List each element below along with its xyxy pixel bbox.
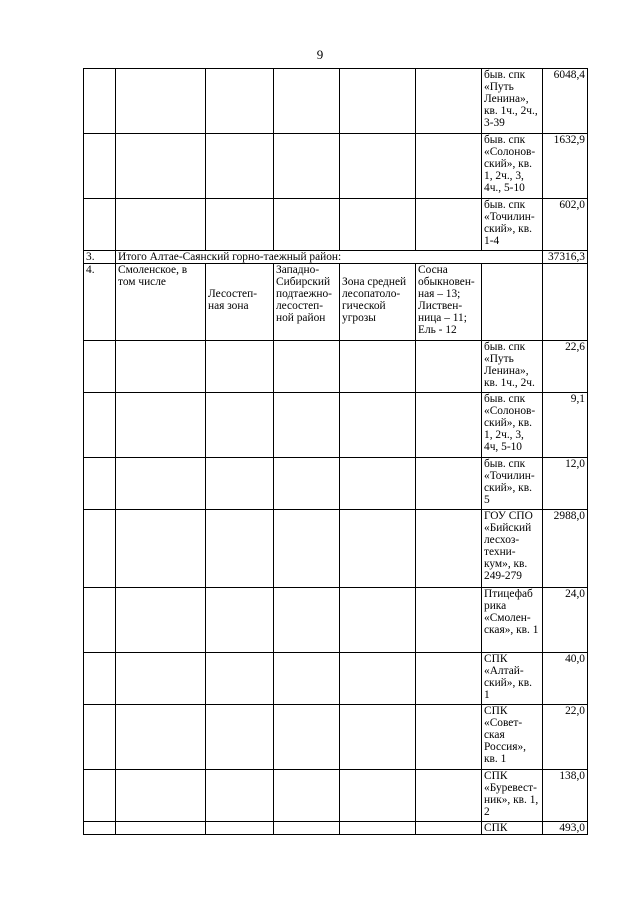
cell-area (543, 264, 588, 341)
cell-species (416, 69, 482, 134)
cell-area: 40,0 (543, 653, 588, 705)
threat-text: Зона средней лесопатоло-гической угрозы (342, 276, 407, 324)
cell-name: Смоленское, в том числе (116, 264, 206, 341)
cell-subzone (206, 653, 274, 705)
cell-area: 37316,3 (543, 251, 588, 264)
table-row (84, 510, 588, 588)
cell-area: 12,0 (543, 458, 588, 510)
cell-species (416, 588, 482, 653)
cell-num (84, 653, 116, 705)
cell-region (274, 458, 340, 510)
table-row (84, 770, 588, 822)
cell-area: 138,0 (543, 770, 588, 822)
table-row (84, 458, 588, 510)
table-row (84, 705, 588, 770)
cell-area: 602,0 (543, 199, 588, 251)
cell-name (116, 653, 206, 705)
district-header-row (84, 264, 588, 341)
cell-num: 4. (84, 264, 116, 341)
cell-num (84, 822, 116, 835)
cell-name (116, 199, 206, 251)
cell-subzone (206, 705, 274, 770)
table-row (84, 653, 588, 705)
cell-subzone (206, 458, 274, 510)
cell-owner (482, 264, 543, 341)
cell-num (84, 770, 116, 822)
total-row (84, 251, 588, 264)
cell-subzone (206, 588, 274, 653)
cell-threat (340, 705, 416, 770)
cell-owner: быв. спк «Точилин-ский», кв. 1-4 (482, 199, 543, 251)
subzone-text: Лесостеп-ная зона (208, 288, 258, 312)
cell-num (84, 588, 116, 653)
total-label: Итого Алтае-Саянский горно-таежный район: (116, 251, 543, 264)
cell-threat (340, 134, 416, 199)
cell-threat (340, 69, 416, 134)
cell-region (274, 588, 340, 653)
table-row (84, 393, 588, 458)
cell-owner: быв. спк «Путь Ленина», кв. 1ч., 2ч., 3-39 (482, 69, 543, 134)
cell-region (274, 69, 340, 134)
cell-region (274, 341, 340, 393)
cell-area: 6048,4 (543, 69, 588, 134)
cell-owner: СПК «Алтай-ский», кв. 1 (482, 653, 543, 705)
cell-name (116, 510, 206, 588)
cell-region (274, 393, 340, 458)
cell-area: 493,0 (543, 822, 588, 835)
cell-owner: СПК (482, 822, 543, 835)
cell-num: 3. (84, 251, 116, 264)
cell-species: Сосна обыкновен-ная – 13; Листвен-ница – 11; Ель - 12 (416, 264, 482, 341)
cell-region (274, 653, 340, 705)
cell-region (274, 822, 340, 835)
table-row (84, 69, 588, 134)
cell-region (274, 199, 340, 251)
cell-subzone (206, 770, 274, 822)
cell-threat (340, 458, 416, 510)
cell-name (116, 69, 206, 134)
cell-region (274, 705, 340, 770)
cell-threat (340, 264, 416, 341)
cell-subzone (206, 199, 274, 251)
cell-threat (340, 341, 416, 393)
cell-subzone (206, 510, 274, 588)
cell-species (416, 653, 482, 705)
page-number: 9 (316, 47, 324, 62)
cell-subzone (206, 134, 274, 199)
cell-species (416, 705, 482, 770)
cell-area: 22,6 (543, 341, 588, 393)
cell-threat (340, 510, 416, 588)
cell-owner: быв. спк «Точилин-ский», кв. 5 (482, 458, 543, 510)
cell-name (116, 458, 206, 510)
cell-region (274, 134, 340, 199)
table-row (84, 134, 588, 199)
cell-num (84, 134, 116, 199)
cell-threat (340, 822, 416, 835)
cell-subzone (206, 341, 274, 393)
cell-name (116, 393, 206, 458)
table-row (84, 341, 588, 393)
cell-num (84, 510, 116, 588)
cell-area: 1632,9 (543, 134, 588, 199)
forest-zones-table (83, 68, 588, 835)
cell-num (84, 458, 116, 510)
cell-species (416, 458, 482, 510)
cell-name (116, 705, 206, 770)
cell-owner: быв. спк «Солонов-ский», кв. 1, 2ч., 3, 4ч., 5-10 (482, 134, 543, 199)
cell-region: Западно-Сибирский подтаежно-лесостеп-ной район (274, 264, 340, 341)
cell-name (116, 588, 206, 653)
cell-owner: СПК «Буревест-ник», кв. 1, 2 (482, 770, 543, 822)
cell-species (416, 134, 482, 199)
cell-area: 22,0 (543, 705, 588, 770)
cell-num (84, 341, 116, 393)
cell-threat (340, 770, 416, 822)
cell-threat (340, 653, 416, 705)
cell-threat (340, 393, 416, 458)
table-row (84, 822, 588, 835)
cell-threat (340, 199, 416, 251)
cell-name (116, 341, 206, 393)
cell-name (116, 134, 206, 199)
cell-num (84, 393, 116, 458)
cell-owner: ГОУ СПО «Бийский лесхоз-техни-кум», кв. 249-279 (482, 510, 543, 588)
cell-subzone (206, 393, 274, 458)
cell-owner: быв. спк «Солонов-ский», кв. 1, 2ч., 3, 4ч, 5-10 (482, 393, 543, 458)
cell-name (116, 770, 206, 822)
cell-species (416, 822, 482, 835)
cell-species (416, 393, 482, 458)
table-row (84, 199, 588, 251)
cell-species (416, 341, 482, 393)
cell-subzone (206, 69, 274, 134)
cell-num (84, 69, 116, 134)
cell-threat (340, 588, 416, 653)
cell-num (84, 705, 116, 770)
cell-species (416, 510, 482, 588)
cell-num (84, 199, 116, 251)
cell-species (416, 199, 482, 251)
cell-region (274, 510, 340, 588)
cell-region (274, 770, 340, 822)
cell-owner: СПК «Совет-ская Россия», кв. 1 (482, 705, 543, 770)
cell-area: 9,1 (543, 393, 588, 458)
cell-owner: быв. спк «Путь Ленина», кв. 1ч., 2ч. (482, 341, 543, 393)
cell-owner: Птицефаб рика «Смолен-ская», кв. 1 (482, 588, 543, 653)
cell-subzone (206, 822, 274, 835)
cell-name (116, 822, 206, 835)
cell-area: 24,0 (543, 588, 588, 653)
cell-subzone (206, 264, 274, 341)
table-row (84, 588, 588, 653)
cell-species (416, 770, 482, 822)
cell-area: 2988,0 (543, 510, 588, 588)
